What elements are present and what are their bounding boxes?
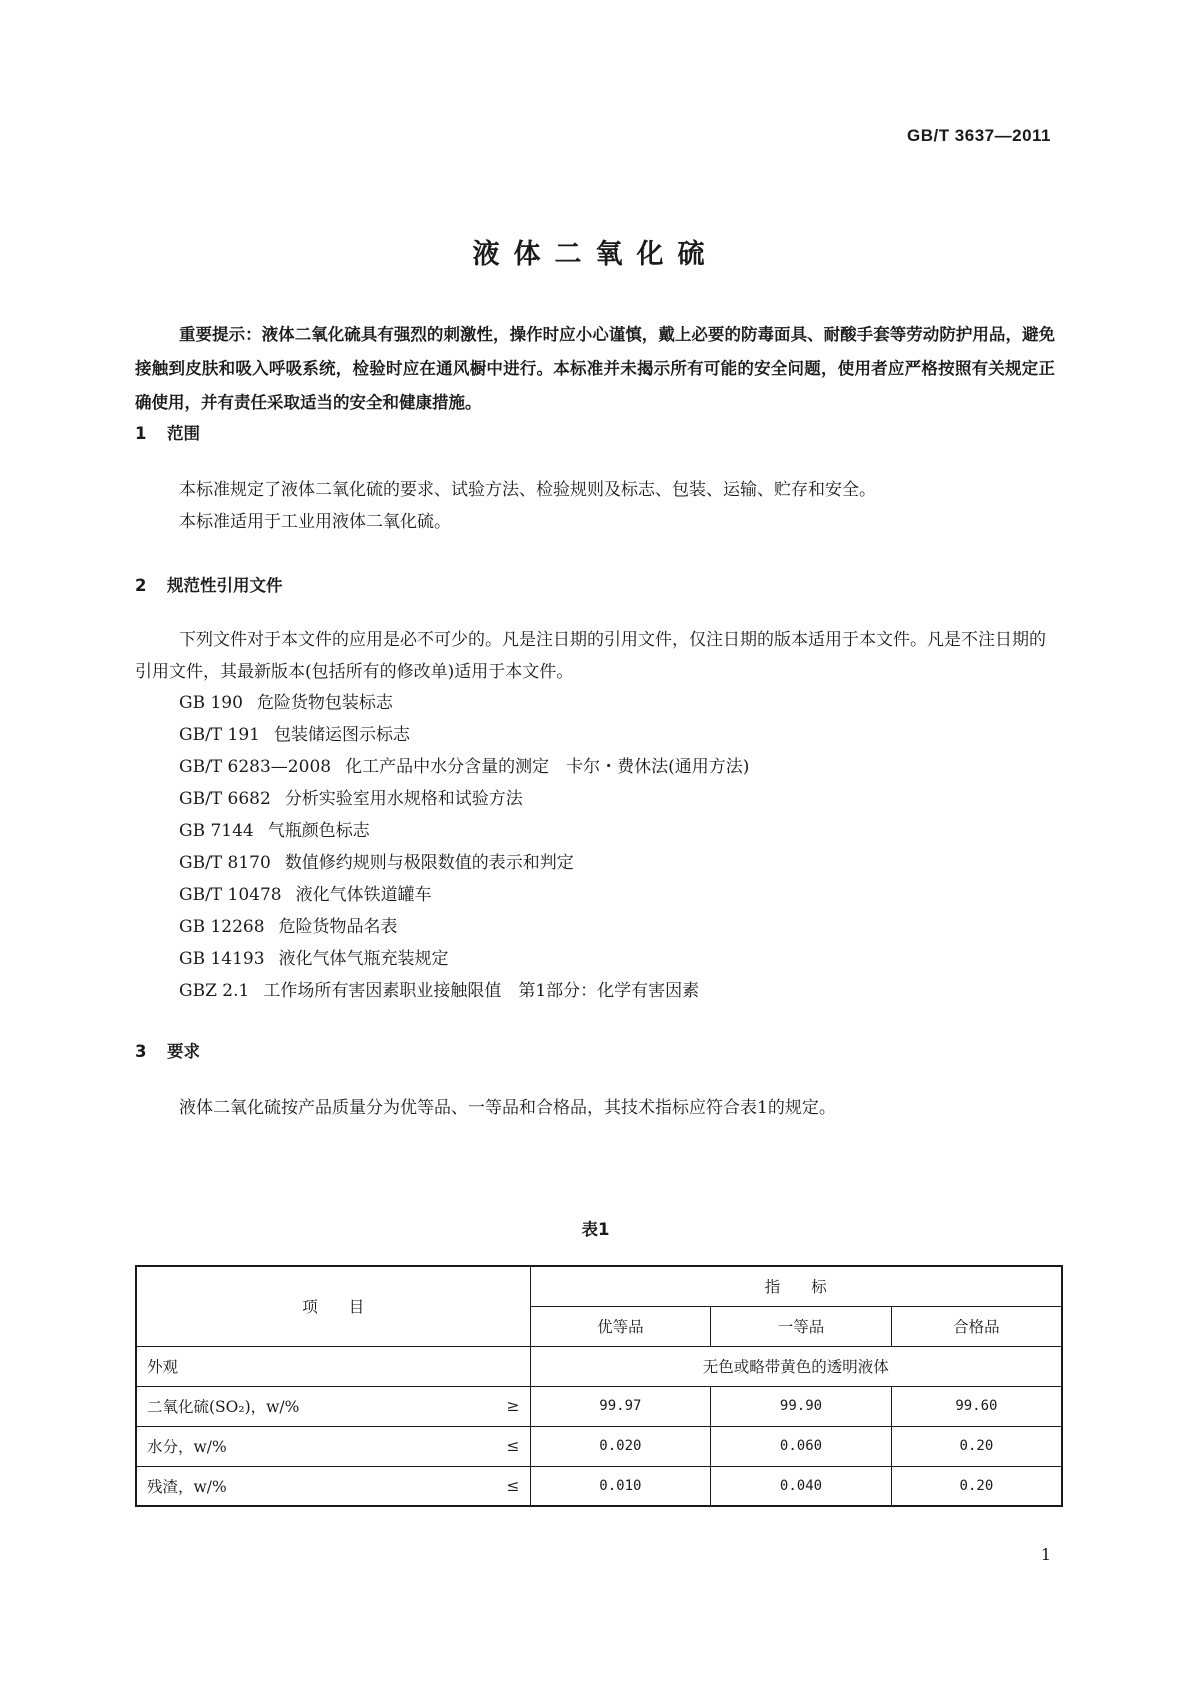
section-3-paragraph: 液体二氧化硫按产品质量分为优等品、一等品和合格品，其技术指标应符合表1的规定。	[179, 1098, 836, 1118]
header-item-cell: 项 目	[136, 1266, 530, 1346]
value-cell: 0.040	[711, 1466, 892, 1506]
reference-item	[179, 879, 432, 911]
reference-item	[179, 751, 749, 783]
document-title: 液体二氧化硫	[472, 239, 719, 270]
appearance-label: 外观	[136, 1346, 530, 1386]
row-label: 残渣，w/%	[147, 1477, 227, 1496]
comparison-sign: ≤	[506, 1476, 520, 1495]
section-2-number: 2	[135, 576, 147, 595]
value-cell: 0.060	[711, 1426, 892, 1466]
reference-title: 气瓶颜色标志	[267, 821, 370, 841]
reference-code: GB 14193	[179, 949, 265, 969]
reference-item	[179, 975, 699, 1007]
row-label-cell	[136, 1426, 530, 1466]
grade-first: 一等品	[711, 1306, 892, 1346]
table-row	[136, 1386, 1062, 1426]
value-cell: 99.97	[530, 1386, 711, 1426]
grade-superior: 优等品	[530, 1306, 711, 1346]
comparison-sign: ≥	[506, 1397, 520, 1415]
section-2-heading	[135, 572, 283, 596]
reference-code: GB 7144	[179, 821, 254, 841]
reference-title: 化工产品中水分含量的测定 卡尔・费休法(通用方法)	[345, 757, 750, 777]
table-caption: 表1	[581, 1220, 610, 1239]
table-row	[136, 1346, 1062, 1386]
section-2-title: 规范性引用文件	[167, 576, 283, 595]
important-notice: 重要提示：液体二氧化硫具有强烈的刺激性，操作时应小心谨慎，戴上必要的防毒面具、耐酸手套等劳动防护用品，避免接触到皮肤和吸入呼吸系统，检验时应在通风橱中进行。本标准并未揭示所有可能的安全问题，使用者应严格按照有关规定正确使用，并有责任采取适当的安全和健康措施。	[135, 325, 1055, 412]
appearance-value: 无色或略带黄色的透明液体	[530, 1346, 1062, 1386]
standard-code: GB/T 3637—2011	[906, 126, 1051, 145]
section-1-number: 1	[135, 424, 147, 443]
reference-item	[179, 815, 370, 847]
reference-title: 数值修约规则与极限数值的表示和判定	[284, 853, 574, 873]
reference-item	[179, 687, 393, 719]
section-1-paragraph-2: 本标准适用于工业用液体二氧化硫。	[179, 512, 451, 532]
reference-item	[179, 719, 410, 751]
section-2-intro: 下列文件对于本文件的应用是必不可少的。凡是注日期的引用文件，仅注日期的版本适用于本文件。凡是不注日期的引用文件，其最新版本(包括所有的修改单)适用于本文件。	[135, 630, 1046, 682]
value-cell: 0.010	[530, 1466, 711, 1506]
reference-code: GB/T 191	[179, 725, 260, 745]
reference-code: GB/T 8170	[179, 853, 271, 873]
reference-title: 液化气体气瓶充装规定	[278, 949, 449, 969]
value-cell: 0.020	[530, 1426, 711, 1466]
reference-title: 工作场所有害因素职业接触限值 第1部分：化学有害因素	[263, 981, 700, 1001]
row-label: 水分，w/%	[147, 1438, 227, 1456]
table-row	[136, 1466, 1062, 1506]
section-3-heading	[135, 1038, 200, 1062]
reference-item	[179, 911, 398, 943]
row-label-cell	[136, 1466, 530, 1506]
section-1-paragraph-1: 本标准规定了液体二氧化硫的要求、试验方法、检验规则及标志、包装、运输、贮存和安全。	[179, 480, 876, 500]
row-label-cell	[136, 1386, 530, 1426]
value-cell: 99.60	[891, 1386, 1062, 1426]
value-cell: 0.20	[891, 1426, 1062, 1466]
reference-code: GB/T 6283—2008	[179, 757, 332, 777]
section-3-number: 3	[135, 1042, 147, 1061]
reference-title: 危险货物品名表	[278, 917, 398, 937]
comparison-sign: ≤	[506, 1437, 520, 1455]
value-cell: 0.20	[891, 1466, 1062, 1506]
reference-item	[179, 847, 574, 879]
reference-code: GB 190	[179, 693, 243, 713]
requirements-table	[135, 1265, 1063, 1507]
header-index-cell: 指 标	[530, 1266, 1062, 1306]
page-number: 1	[1040, 1545, 1051, 1564]
section-1-heading	[135, 420, 200, 444]
reference-title: 危险货物包装标志	[256, 693, 393, 713]
table-header-row	[136, 1266, 1062, 1306]
value-cell: 99.90	[711, 1386, 892, 1426]
reference-code: GBZ 2.1	[179, 981, 250, 1001]
reference-title: 包装储运图示标志	[274, 725, 410, 745]
grade-qualified: 合格品	[891, 1306, 1062, 1346]
section-1-title: 范围	[167, 424, 200, 443]
reference-item	[179, 943, 449, 975]
row-label: 二氧化硫(SO₂)，w/%	[147, 1398, 300, 1416]
reference-title: 分析实验室用水规格和试验方法	[284, 789, 523, 809]
reference-code: GB/T 10478	[179, 885, 282, 905]
reference-code: GB 12268	[179, 917, 265, 937]
section-3-title: 要求	[167, 1042, 200, 1061]
table-row	[136, 1426, 1062, 1466]
reference-item	[179, 783, 523, 815]
reference-title: 液化气体铁道罐车	[295, 885, 432, 905]
reference-code: GB/T 6682	[179, 789, 271, 809]
